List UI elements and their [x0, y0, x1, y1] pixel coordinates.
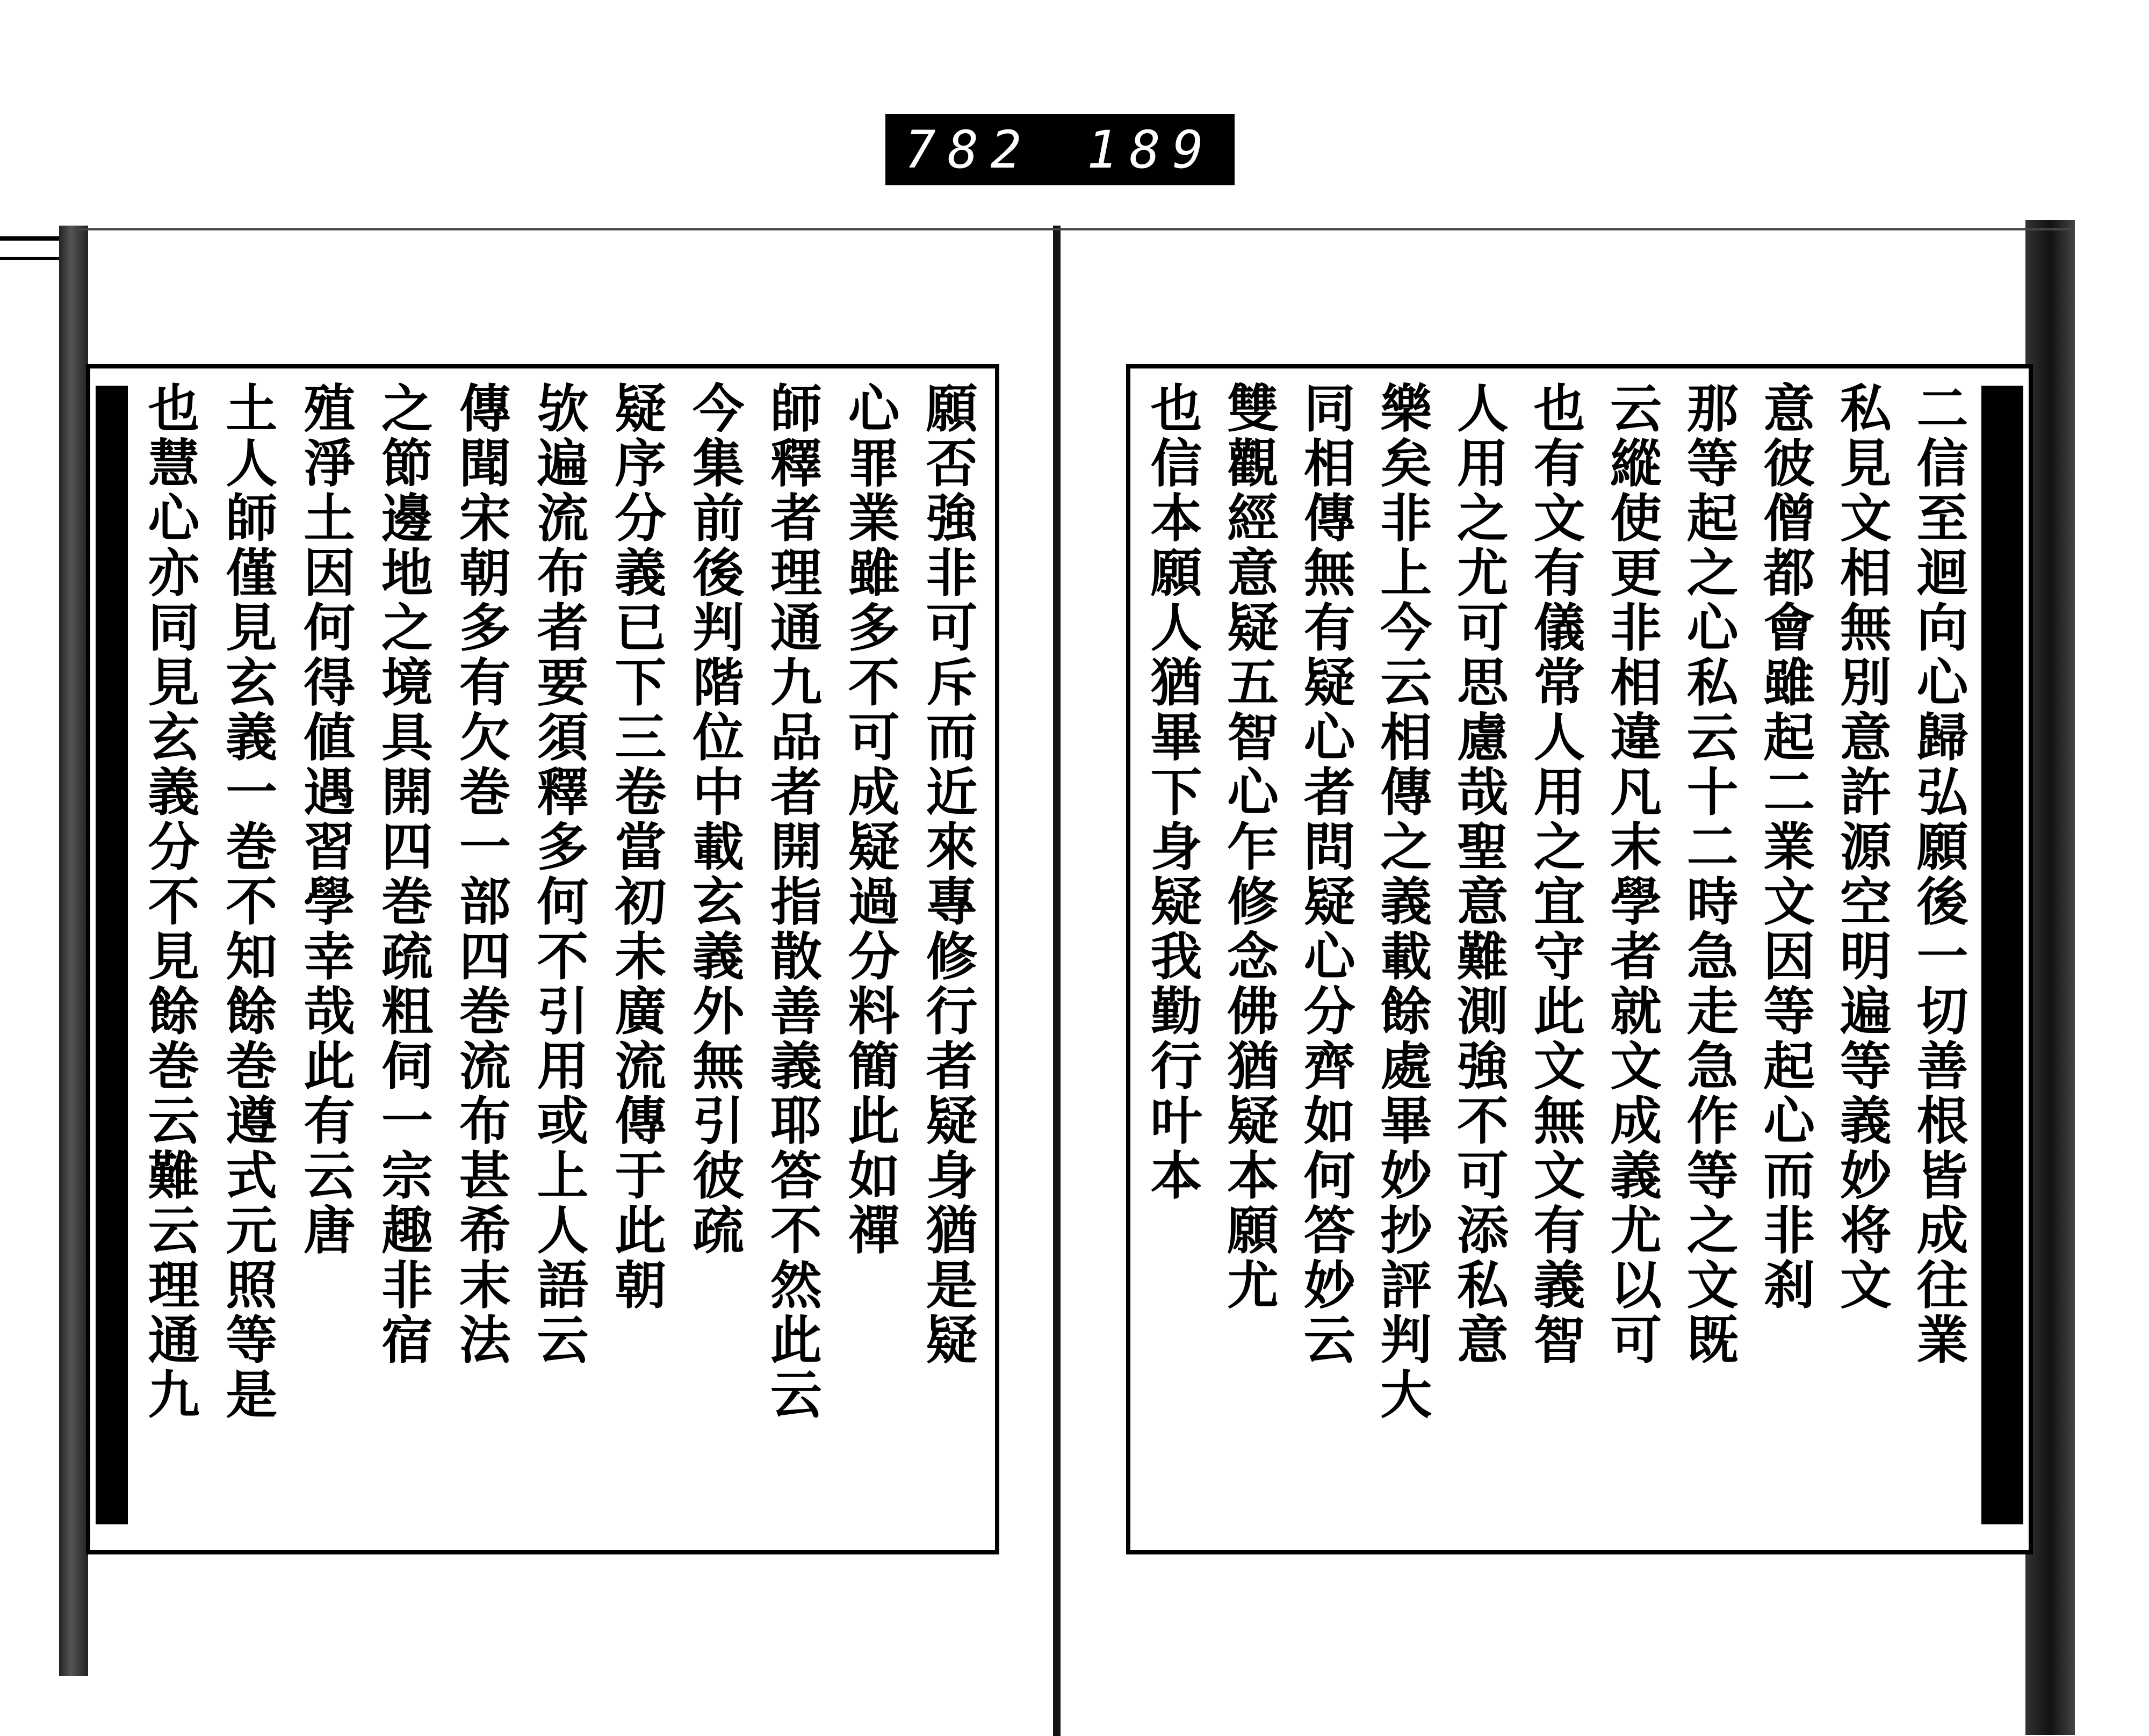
text-column: 疑序分義已下三卷當初未廣流傳于此朝: [606, 381, 667, 1313]
text-column: 也信本願人猶畢下身疑我勤行叶本: [1142, 381, 1203, 1203]
text-column: 也慧心亦同見玄義分不見餘巻云難云理通九: [140, 381, 200, 1422]
right-margin-banner: [1981, 386, 2023, 1524]
text-column: 樂矣非上今云相傳之義載餘處畢妙抄評判大: [1372, 381, 1433, 1422]
text-column: 今集前後判階位中載玄義外無引彼疏: [684, 381, 745, 1258]
book-gutter: [1053, 226, 1061, 1736]
text-column: 私見文相無別意許源空明遍等義妙将文: [1831, 381, 1893, 1313]
text-column: 雙觀經意疑五智心乍修念佛猶疑本願尤: [1218, 381, 1280, 1313]
text-column: 云縱使更非相違凡末學者就文成義尤以可: [1602, 381, 1663, 1368]
left-page-frame: [86, 364, 999, 1554]
text-column: 之節邊地之境具開四巻疏粗伺一宗趣非宿: [373, 381, 434, 1368]
text-column: 二信至迴向心歸弘願後一切善根皆成往業: [1908, 381, 1969, 1368]
text-column: 欤遍流布者要須釋多何不引用或上人語云: [528, 381, 589, 1368]
text-column: 師釋者理通九品者開指散善義耶答不然此云: [762, 381, 823, 1422]
archive-stamp: [885, 114, 1235, 185]
top-rule: [75, 228, 2074, 230]
text-column: 那等起之心私云十二時急走急作等之文既: [1678, 381, 1740, 1368]
right-page-frame: [1126, 364, 2033, 1554]
stamp-number-right: 189: [1086, 119, 1215, 180]
stamp-number-left: 782: [905, 119, 1034, 180]
text-column: 傳聞宋朝多有欠巻一部四巻流布甚希末法: [451, 381, 512, 1368]
text-column: 土人師僅見玄義一巻不知餘巻遵式元照等是: [217, 381, 278, 1422]
left-page-edge: [59, 226, 88, 1676]
text-column: 也有文有儀常人用之宜守此文無文有義智: [1525, 381, 1586, 1368]
text-column: 願否強非可斥而近來專修行者疑身猶是疑: [917, 381, 978, 1368]
text-column: 同相傳無有疑心者問疑心分齊如何答妙云: [1295, 381, 1357, 1368]
text-column: 人用之尤可思慮哉聖意難測強不可添私意: [1448, 381, 1510, 1368]
left-margin-banner: [96, 386, 128, 1524]
right-page-text: [1141, 381, 1970, 1537]
text-column: 意彼僧都會雖起二業文因等起心而非刹: [1755, 381, 1816, 1313]
text-column: 心罪業雖多不可成疑過分料簡此如禪: [840, 381, 901, 1258]
left-page-text: [139, 381, 979, 1537]
text-column: 殖淨土因何得値遇習學幸哉此有云唐: [295, 381, 356, 1258]
